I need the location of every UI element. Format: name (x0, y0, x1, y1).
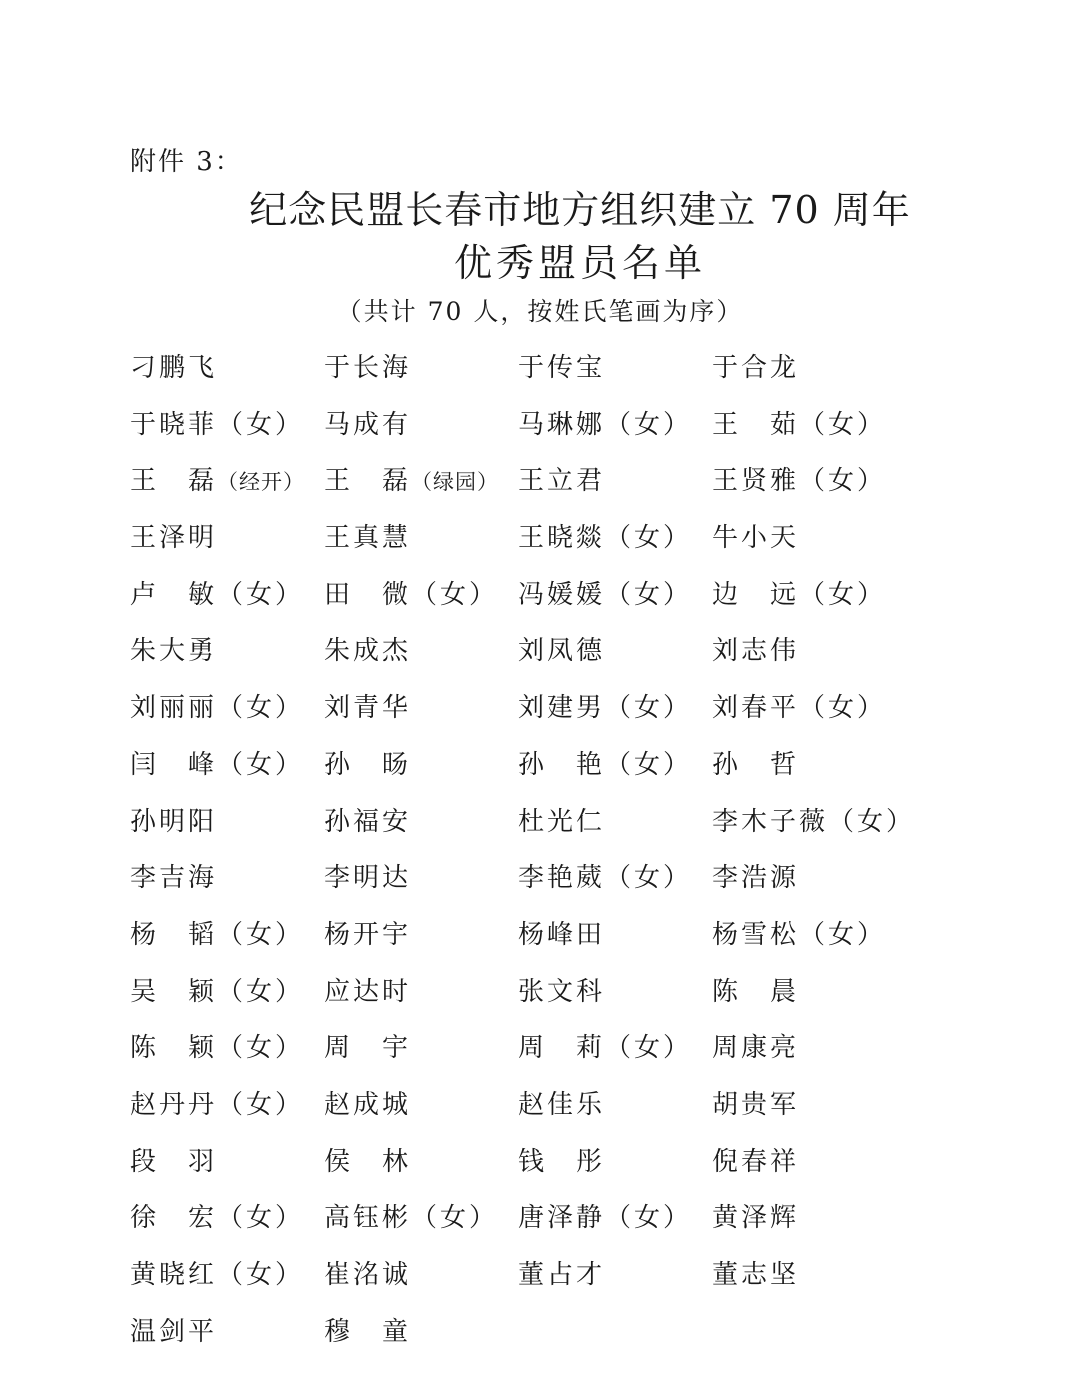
member-entry (324, 1312, 518, 1369)
member-note: （女） (217, 693, 305, 724)
member-entry (712, 575, 1012, 632)
member-entry (130, 518, 324, 575)
member-name: 刘春平 (712, 693, 800, 724)
member-name: 赵佳乐 (518, 1089, 606, 1120)
member-entry (712, 802, 1012, 859)
member-name: 王立君 (518, 466, 606, 497)
member-name: 杨雪松 (712, 919, 800, 950)
member-note: （女） (217, 976, 305, 1007)
member-name: 侯 林 (324, 1146, 412, 1177)
member-note: （女） (217, 1203, 305, 1234)
member-name: 刘凤德 (518, 636, 606, 667)
member-entry (518, 972, 712, 1029)
member-entry (712, 1142, 1012, 1199)
member-name: 温剑平 (130, 1316, 218, 1347)
member-name: 朱成杰 (324, 636, 412, 667)
member-name: 刁鹏飞 (130, 353, 218, 383)
member-entry (518, 745, 712, 802)
member-note: （绿园） (411, 470, 500, 495)
member-name: 王 磊 (324, 466, 412, 497)
member-entry (324, 461, 518, 518)
member-name: 王 茹 (712, 409, 800, 440)
member-roster (130, 348, 1030, 1368)
attachment-label: 附件 3： (130, 147, 243, 177)
member-entry (324, 915, 518, 972)
member-name: 黄泽辉 (712, 1203, 800, 1234)
member-note: （女） (411, 1203, 499, 1234)
member-entry (518, 858, 712, 915)
member-entry (518, 405, 712, 462)
member-name: 周康亮 (712, 1033, 800, 1064)
member-name: 陈 颖 (130, 1033, 218, 1064)
member-name: 孙明阳 (130, 806, 218, 837)
member-name: 李浩源 (712, 863, 800, 894)
member-name: 王真慧 (324, 523, 412, 554)
member-entry (712, 972, 1012, 1029)
member-name: 应达时 (324, 976, 412, 1007)
member-entry (324, 518, 518, 575)
member-entry (324, 802, 518, 859)
member-entry (712, 518, 1012, 575)
member-note: （女） (217, 1089, 305, 1120)
member-name: 张文科 (518, 976, 606, 1007)
member-note: （女） (411, 579, 499, 610)
member-name: 刘建男 (518, 693, 606, 724)
member-entry (130, 858, 324, 915)
member-name: 胡贵军 (712, 1089, 800, 1120)
member-entry (518, 461, 712, 518)
member-note: （女） (605, 409, 693, 440)
member-name: 冯媛媛 (518, 579, 606, 610)
member-name: 钱 彤 (518, 1146, 606, 1177)
member-name: 王 磊 (130, 466, 218, 497)
member-entry (712, 1028, 1012, 1085)
member-entry (518, 1028, 712, 1085)
member-note: （女） (605, 1203, 693, 1234)
member-entry (324, 575, 518, 632)
member-name: 马成有 (324, 409, 412, 440)
member-note: （女） (217, 919, 305, 950)
member-name: 于长海 (324, 353, 412, 383)
member-note: （女） (799, 579, 887, 610)
member-name: 于传宝 (518, 353, 606, 383)
member-entry (518, 348, 712, 405)
member-name: 杨峰田 (518, 919, 606, 950)
member-entry (518, 575, 712, 632)
member-note: （女） (828, 806, 916, 837)
member-entry (518, 518, 712, 575)
member-name: 李艳葳 (518, 863, 606, 894)
member-note: （女） (799, 693, 887, 724)
member-note: （经开） (217, 470, 306, 495)
member-entry (518, 1085, 712, 1142)
member-name: 崔洺诚 (324, 1260, 412, 1290)
member-name: 王贤雅 (712, 466, 800, 497)
member-name: 孙 哲 (712, 749, 800, 780)
member-name: 赵丹丹 (130, 1089, 218, 1120)
member-name: 边 远 (712, 579, 800, 610)
member-name: 唐泽静 (518, 1203, 606, 1234)
member-entry (712, 915, 1012, 972)
member-entry (130, 405, 324, 462)
member-name: 段 羽 (130, 1146, 218, 1177)
member-entry (712, 1085, 1012, 1142)
member-entry (518, 1142, 712, 1199)
document-title-line2: 优秀盟员名单 (453, 241, 706, 285)
member-name: 黄晓红 (130, 1260, 218, 1290)
member-entry (324, 688, 518, 745)
member-name: 董志坚 (712, 1260, 800, 1290)
member-name: 王泽明 (130, 523, 218, 554)
member-entry (130, 745, 324, 802)
member-note: （女） (217, 749, 305, 780)
member-entry (130, 631, 324, 688)
member-note: （女） (605, 1033, 693, 1064)
member-name: 王晓燚 (518, 523, 606, 554)
member-entry (324, 1255, 518, 1312)
member-entry (130, 348, 324, 405)
member-entry (518, 688, 712, 745)
member-name: 朱大勇 (130, 636, 218, 667)
member-name: 穆 童 (324, 1316, 412, 1347)
member-entry (324, 631, 518, 688)
member-entry (324, 972, 518, 1029)
member-note: （女） (605, 579, 693, 610)
member-entry (518, 1255, 712, 1312)
member-name: 杨 韬 (130, 919, 218, 950)
member-name: 闫 峰 (130, 749, 218, 780)
member-entry (712, 1255, 1012, 1312)
member-entry (130, 575, 324, 632)
member-name: 李木子薇 (712, 806, 829, 837)
member-entry (518, 1312, 712, 1369)
member-entry (518, 631, 712, 688)
member-entry (518, 1198, 712, 1255)
document-subtitle: （共计 70 人，按姓氏笔画为序） (336, 297, 744, 326)
member-note: （女） (799, 409, 887, 440)
member-entry (130, 915, 324, 972)
member-name: 孙 旸 (324, 749, 412, 780)
member-entry (712, 405, 1012, 462)
member-entry (130, 688, 324, 745)
member-name: 杨开宇 (324, 919, 412, 950)
member-name: 孙福安 (324, 806, 412, 837)
member-entry (518, 802, 712, 859)
member-entry (130, 972, 324, 1029)
member-note: （女） (217, 579, 305, 610)
member-name: 周 宇 (324, 1033, 412, 1064)
member-entry (324, 1028, 518, 1085)
member-name: 陈 晨 (712, 976, 800, 1007)
member-entry (712, 348, 1012, 405)
member-name: 刘志伟 (712, 636, 800, 667)
member-entry (130, 1198, 324, 1255)
member-entry (712, 1198, 1012, 1255)
member-name: 董占才 (518, 1260, 606, 1290)
member-name: 于合龙 (712, 353, 800, 383)
member-entry (518, 915, 712, 972)
member-entry (324, 858, 518, 915)
member-entry (324, 405, 518, 462)
member-name: 吴 颖 (130, 976, 218, 1007)
member-name: 孙 艳 (518, 749, 606, 780)
member-note: （女） (605, 863, 693, 894)
member-name: 赵成城 (324, 1089, 412, 1120)
document-title-line1: 纪念民盟长春市地方组织建立 70 周年 (249, 188, 911, 232)
member-name: 马琳娜 (518, 409, 606, 440)
member-entry (324, 1085, 518, 1142)
member-name: 李吉海 (130, 863, 218, 894)
member-entry (324, 745, 518, 802)
member-name: 李明达 (324, 863, 412, 894)
member-entry (712, 1312, 1012, 1369)
member-entry (130, 1312, 324, 1369)
member-entry (324, 348, 518, 405)
member-entry (324, 1198, 518, 1255)
member-note: （女） (217, 1033, 305, 1064)
member-entry (324, 1142, 518, 1199)
member-name: 牛小天 (712, 523, 800, 554)
member-note: （女） (799, 919, 887, 950)
member-name: 田 微 (324, 579, 412, 610)
member-entry (130, 802, 324, 859)
member-entry (712, 858, 1012, 915)
member-entry (712, 461, 1012, 518)
member-entry (130, 461, 324, 518)
member-entry (712, 631, 1012, 688)
member-entry (130, 1085, 324, 1142)
member-entry (712, 688, 1012, 745)
member-name: 于晓菲 (130, 409, 218, 440)
member-name: 周 莉 (518, 1033, 606, 1064)
member-name: 杜光仁 (518, 806, 606, 837)
member-entry (130, 1028, 324, 1085)
member-entry (130, 1255, 324, 1312)
member-name: 刘青华 (324, 693, 412, 724)
member-note: （女） (605, 523, 693, 554)
member-name: 倪春祥 (712, 1146, 800, 1177)
member-name: 高钰彬 (324, 1203, 412, 1234)
member-note: （女） (605, 749, 693, 780)
member-entry (712, 745, 1012, 802)
member-note: （女） (799, 466, 887, 497)
member-note: （女） (217, 409, 305, 440)
member-name: 刘丽丽 (130, 693, 218, 724)
member-note: （女） (605, 693, 693, 724)
member-name: 徐 宏 (130, 1203, 218, 1234)
member-entry (130, 1142, 324, 1199)
member-name: 卢 敏 (130, 579, 218, 610)
member-note: （女） (217, 1260, 305, 1290)
